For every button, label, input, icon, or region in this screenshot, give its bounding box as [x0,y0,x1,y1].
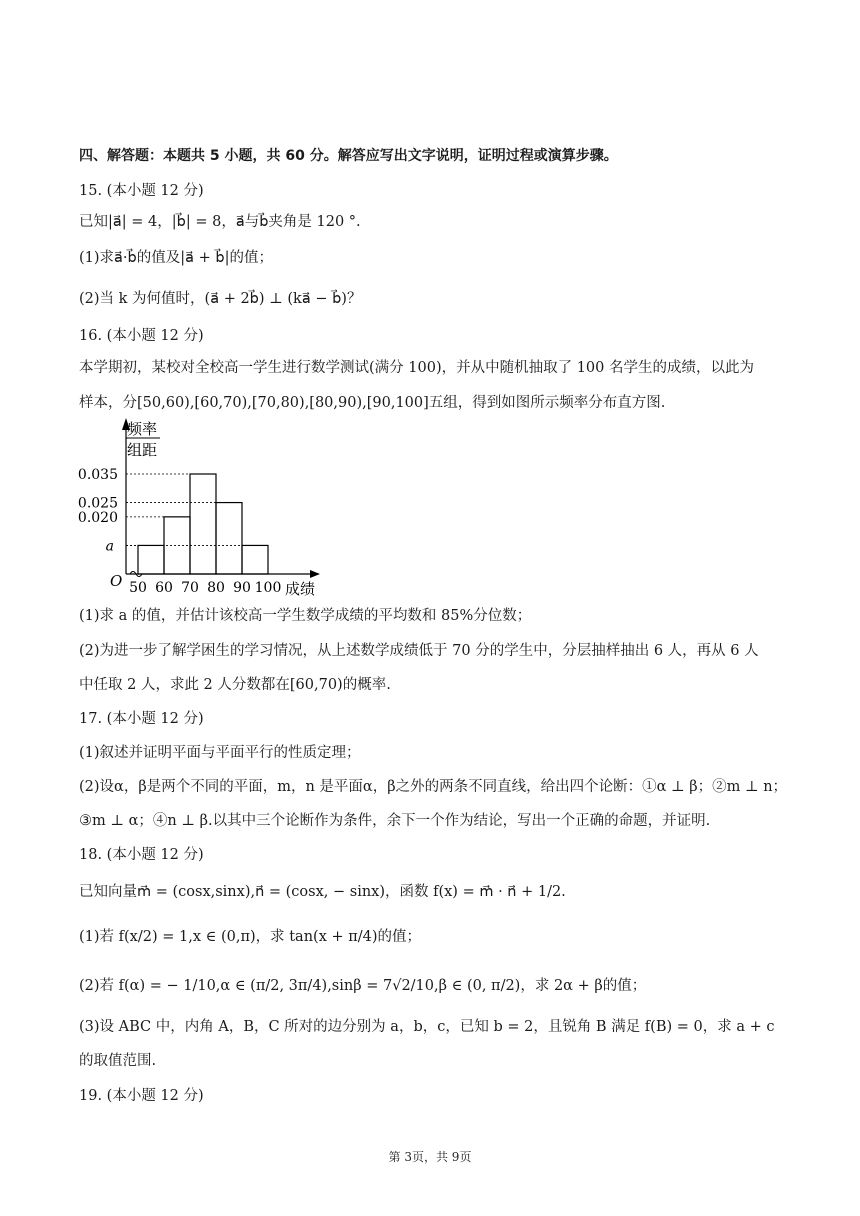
bar-50-60 [138,545,164,574]
problem-18-line-5: 的取值范围. [79,1053,157,1069]
problem-15-line-2: (1)求a⃗·b⃗的值及|a⃗ + b⃗|的值； [79,250,273,266]
problem-18-line-1: 已知向量m⃗ = (cosx,sinx),n⃗ = (cosx, − sinx)，函数 f(x) = m⃗ · n⃗ + 1/2. [79,884,566,900]
problem-18-line-3: (2)若 f(α) = − 1/10,α ∈ (π/2, 3π/4),sinβ = 7√2/10,β ∈ (0, π/2)，求 2α + β的值； [79,978,647,994]
x-tick-label: 60 [155,580,173,596]
problem-15-line-1: 已知|a⃗| = 4，|b⃗| = 8，a⃗与b⃗夹角是 120 °. [79,214,361,230]
y-tick-label: 0.035 [77,467,118,483]
frequency-histogram [74,414,344,600]
x-tick-label: 70 [181,580,199,596]
problem-16-line-3: (1)求 a 的值，并估计该校高一学生数学成绩的平均数和 85%分位数； [79,608,532,624]
x-axis-arrow [310,570,320,578]
problem-15-line-3: (2)当 k 为何值时，(a⃗ + 2b⃗) ⊥ (ka⃗ − b⃗)？ [79,291,362,307]
bar-80-90 [216,503,242,574]
problem-17-line-1: (1)叙述并证明平面与平面平行的性质定理； [79,745,361,761]
section-heading: 四、解答题：本题共 5 小题，共 60 分。解答应写出文字说明，证明过程或演算步骤。 [79,148,618,164]
y-tick-label: 0.020 [77,509,118,526]
problem-16-line-4: (2)为进一步了解学困生的学习情况，从上述数学成绩低于 70 分的学生中，分层抽样抽出 6 人，再从 6 人 [79,643,759,659]
x-tick-label: 80 [207,580,225,596]
problem-16-line-2: 样本，分[50,60),[60,70),[70,80),[80,90),[90,100]五组，得到如图所示频率分布直方图. [79,395,666,411]
problem-18-header: 18. (本小题 12 分) [79,847,204,863]
y-axis-label-bottom: 组距 [126,441,158,459]
problem-15-header: 15. (本小题 12 分) [79,183,204,199]
problem-16-header: 16. (本小题 12 分) [79,328,204,344]
problem-16-line-5: 中任取 2 人，求此 2 人分数都在[60,70)的概率. [79,677,391,693]
problem-19-header: 19. (本小题 12 分) [79,1088,204,1104]
page-footer: 第 3页，共 9页 [388,1150,472,1164]
bar-90-100 [242,545,268,574]
problem-18-line-2: (1)若 f(x/2) = 1,x ∈ (0,π)，求 tan(x + π/4)的值； [79,929,422,945]
problem-17-line-3: ③m ⊥ α；④n ⊥ β.以其中三个论断作为条件，余下一个作为结论，写出一个正确的命题，并证明. [79,813,711,829]
x-tick-label: 50 [129,580,147,596]
x-tick-label: 100 [254,580,282,596]
problem-17-line-2: (2)设α，β是两个不同的平面，m，n 是平面α，β之外的两条不同直线，给出四个论断：①α ⊥ β；②m ⊥ n； [79,779,788,795]
origin-label: O [110,572,123,590]
x-tick-label: 90 [233,580,251,596]
problem-18-line-4: (3)设 ABC 中，内角 A，B，C 所对的边分别为 a，b，c，已知 b = 2，且锐角 B 满足 f(B) = 0，求 a + c [79,1019,775,1035]
y-tick-label-a: a [105,538,114,555]
x-axis-label: 成绩 [285,580,316,598]
problem-16-line-1: 本学期初，某校对全校高一学生进行数学测试(满分 100)，并从中随机抽取了 100 名学生的成绩，以此为 [79,360,754,376]
bar-70-80 [190,474,216,574]
y-tick-label: 0.025 [77,495,118,512]
problem-17-header: 17. (本小题 12 分) [79,711,204,727]
y-axis-label-top: 频率 [126,420,158,438]
